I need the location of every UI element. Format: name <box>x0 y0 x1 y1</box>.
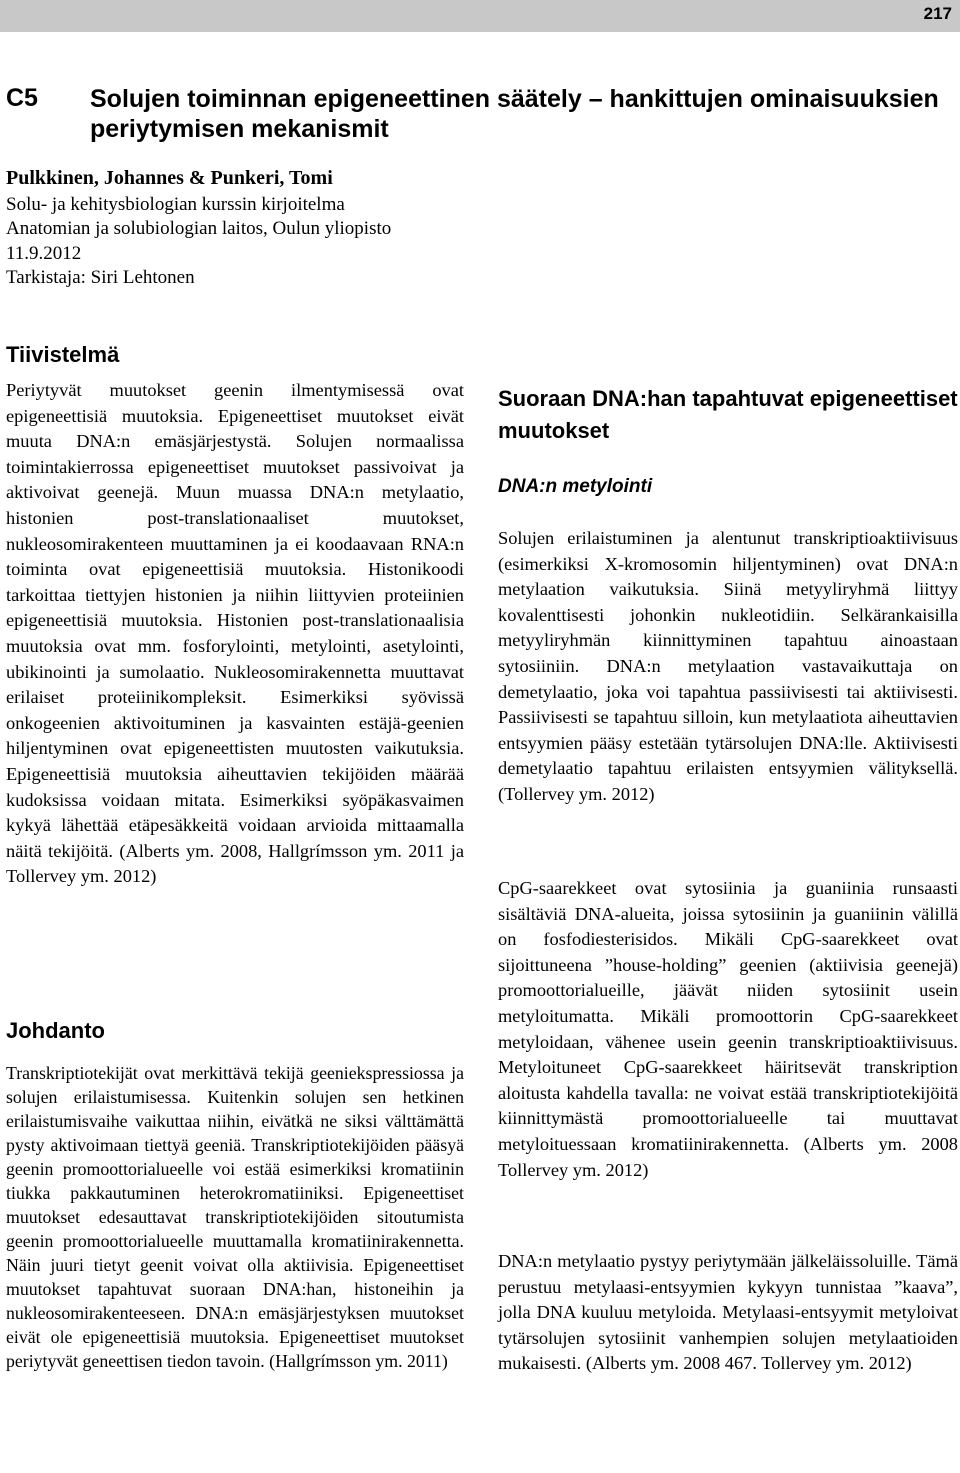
section-paragraph-2 <box>498 876 958 1183</box>
article-code: C5 <box>6 84 38 112</box>
abstract-text: Periytyvät muutokset geenin ilmentymisessä ovat epigeneettisiä muutoksia. Epigeneettiset muutokset eivät muuta DNA:n emäsjärjestystä. Solujen normaalissa toimintakierrossa epigeneettiset muutokset passivoivat ja aktivoivat geenejä. Muun muassa DNA:n metylaatio, histonien post-translationaaliset muutokset, nukleosomirakenteen muuttaminen ja ei koodaavaan RNA:n toiminta ovat epigeneettisiä muutoksia. Histonikoodi tarkoittaa tiettyjen histonien ja niihin liittyvien proteiinien epigeneettisiä muutoksia. Histonien post-translationaalisia muutoksia ovat mm. fosforylointi, metylointi, asetylointi, ubikinointi ja sumolaatio. Nukleosomirakennetta muuttavat erilaiset proteiinikompleksit. Esimerkiksi syövissä onkogeenien aktivoituminen ja kasvainten estäjä-geenien hiljentyminen ovat epigeneettisten muutosten vaikutuksia. Epigeneettisiä muutoksia aiheuttavien tekijöiden määrää kudoksissa voidaan mitata. Esimerkiksi syöpäkasvaimen kykyä lähettää etäpesäkkeitä voidaan arvioida mittaamalla näitä tekijöitä. (Alberts ym. 2008, Hallgrímsson ym. 2011 ja Tollervey ym. 2012) <box>6 380 464 887</box>
paragraph-text: Solujen erilaistuminen ja alentunut transkriptioaktiivisuus (esimerkiksi X-kromosomin hiljentyminen) ovat DNA:n metylaation vaikutuksia. Siinä metyyliryhmä liittyy kovalenttisesti johonkin nukleotidiin. Selkärankaisilla metyyliryhmän kiinnittyminen tapahtuu ainoastaan sytosiiniin. DNA:n metylaation vastavaikuttaja on demetylaatio, joka voi tapahtua passiivisesti tai aktiivisesti. Passiivisesti se tapahtuu silloin, kun metylaatiota aiheuttavien entsyymien pääsy estetään tytärsolujen DNA:lle. Aktiivisesti demetylaatio tapahtuu erilaisten entsyymien välityksellä. (Tollervey ym. 2012) <box>498 528 958 804</box>
paragraph-text: CpG-saarekkeet ovat sytosiinia ja guaniinia runsaasti sisältäviä DNA-alueita, joissa sytosiinin ja guaniinin välillä on fosfodiesterisidos. Mikäli CpG-saarekkeet ovat sijoittuneena ”house-holding” geenien (aktiivisia geenejä) promoottorialueille, jäävät niiden sytosiinit usein metyloitumatta. Mikäli promoottorin CpG-saarekkeet metyloidaan, vähenee usein geenin transkriptioaktiivisuus. Metyloituneet CpG-saarekkeet häiritsevät transkription aloitusta kahdella tavalla: ne voivat estää transkriptiotekijöitä kiinnittymästä promoottorialueelle tai muuttavat metyloituessaan kromatiinirakennetta. (Alberts ym. 2008 Tollervey ym. 2012) <box>498 878 958 1180</box>
page-header-bar <box>0 0 960 32</box>
section-paragraph-3 <box>498 1249 958 1377</box>
course-line: Solu- ja kehitysbiologian kurssin kirjoitelma <box>6 193 345 215</box>
intro-heading: Johdanto <box>6 1018 105 1043</box>
abstract-heading: Tiivistelmä <box>6 342 120 367</box>
intro-body <box>6 1061 464 1373</box>
department-line: Anatomian ja solubiologian laitos, Oulun yliopisto <box>6 218 392 239</box>
abstract-body <box>6 378 464 890</box>
section-heading: Suoraan DNA:han tapahtuvat epigeneettiset muutokset <box>498 386 958 443</box>
intro-text: Transkriptiotekijät ovat merkittävä tekijä geeniekspressiossa ja solujen erilaistumisessa. Kuitenkin solujen sen hetkinen erilaistumisvaihe vaikuttaa niihin, eivätkä ne siksi välttämättä pysty aktivoimaan tiettyä geeniä. Transkriptiotekijöiden pääsyä geenin promoottorialueelle voi estää esimerkiksi kromatiinin tiukka pakkautuminen heterokromatiiniksi. Epigeneettiset muutokset edesauttavat transkriptiotekijöiden sitoutumista geenin promoottorialueelle muuttamalla kromatiinirakennetta. Näin juuri tietyt geenit voivat olla aktiivisia. Epigeneettiset muutokset tapahtuvat suoraan DNA:han, histoneihin ja nukleosomirakenteeseen. DNA:n emäsjärjestyksen muutokset eivät ole epigeneettisiä muutoksia. Epigeneettiset muutokset periytyvät geneettisen tiedon tavoin. (Hallgrímsson ym. 2011) <box>6 1063 464 1371</box>
subsection-heading: DNA:n metylointi <box>498 476 653 497</box>
authors: Pulkkinen, Johannes & Punkeri, Tomi <box>6 167 333 189</box>
date-line: 11.9.2012 <box>6 242 82 264</box>
paragraph-text: DNA:n metylaatio pystyy periytymään jälkeläissoluille. Tämä perustuu metylaasi-entsyymien kykyyn tunnistaa ”kaava”, jolla DNA kuuluu metyloida. Metylaasi-entsyymit metyloivat tytärsolujen sytosiinit vanhempien solujen metylaatioiden mukaisesti. (Alberts ym. 2008 467. Tollervey ym. 2012) <box>498 1251 958 1374</box>
article-title: Solujen toiminnan epigeneettinen säätely – hankittujen ominaisuuksien periytymisen mekanismit <box>90 85 939 143</box>
reviewer-line: Tarkistaja: Siri Lehtonen <box>6 267 195 288</box>
section-paragraph-1 <box>498 526 958 808</box>
article-meta <box>6 166 566 291</box>
page-number: 217 <box>923 4 952 23</box>
